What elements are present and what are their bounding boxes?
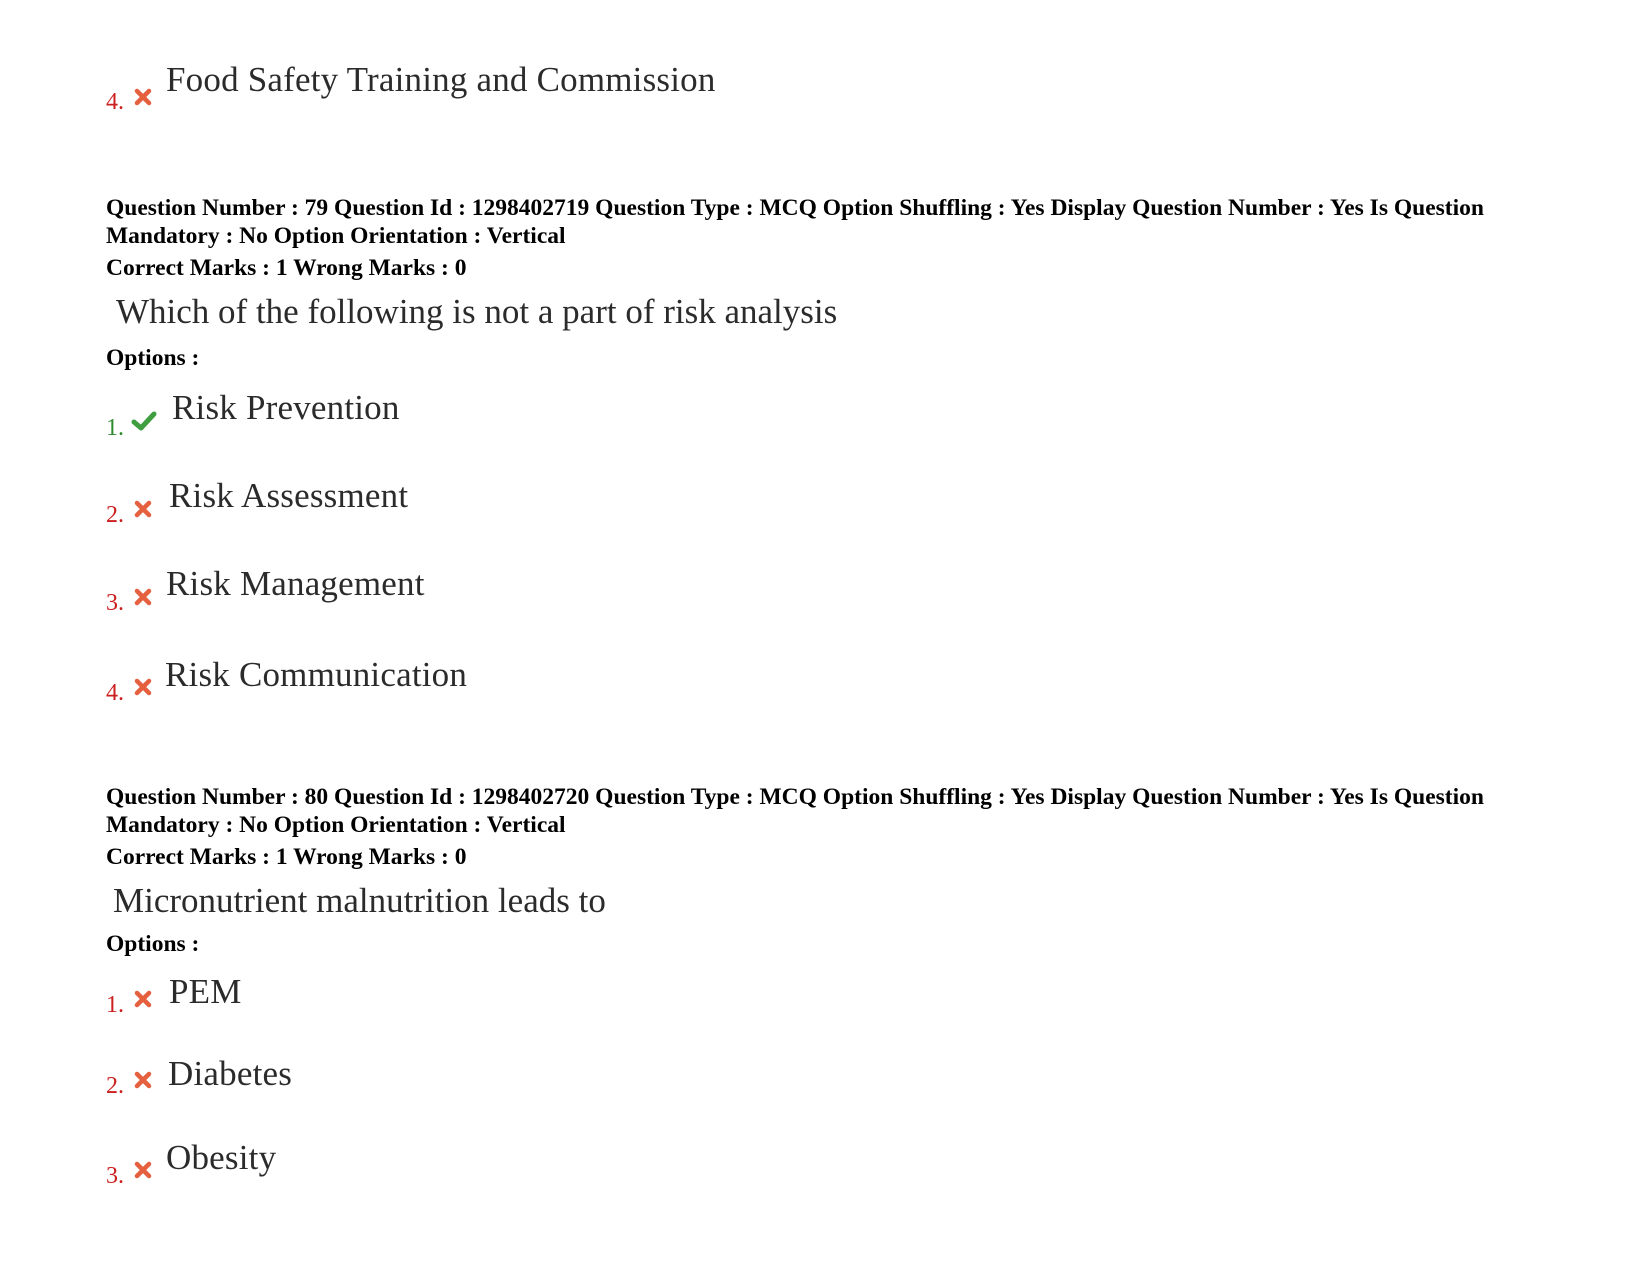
options-label: Options : — [106, 931, 200, 957]
question-marks: Correct Marks : 1 Wrong Marks : 0 — [106, 255, 467, 281]
question-text: Micronutrient malnutrition leads to — [113, 881, 606, 920]
question-text: Which of the following is not a part of risk analysis — [116, 292, 838, 331]
cross-icon — [133, 677, 153, 697]
option-text: Risk Management — [166, 564, 425, 603]
check-icon — [131, 410, 157, 432]
option-text: Risk Prevention — [172, 388, 400, 427]
cross-icon — [133, 1160, 153, 1180]
question-marks: Correct Marks : 1 Wrong Marks : 0 — [106, 844, 467, 870]
option-number: 3. — [106, 1163, 124, 1189]
option-number: 2. — [106, 1073, 124, 1099]
cross-icon — [133, 1070, 153, 1090]
option-text: Risk Assessment — [169, 476, 409, 515]
option-text: Diabetes — [168, 1054, 293, 1093]
option-number: 1. — [106, 415, 124, 441]
option-number: 2. — [106, 502, 124, 528]
question-header: Question Number : 80 Question Id : 1298402720 Question Type : MCQ Option Shuffling : Yes Display Question Number : Yes Is Question Mandatory : No Option Orientation : Vertical — [106, 784, 1484, 838]
option-text: Risk Communication — [165, 655, 468, 694]
cross-icon — [133, 499, 153, 519]
option-text: Food Safety Training and Commission — [166, 60, 716, 99]
option-text: Obesity — [166, 1138, 277, 1177]
option-number: 4. — [106, 89, 124, 115]
question-header: Question Number : 79 Question Id : 1298402719 Question Type : MCQ Option Shuffling : Yes Display Question Number : Yes Is Question Mandatory : No Option Orientation : Vertical — [106, 195, 1484, 249]
option-text: PEM — [169, 972, 242, 1011]
option-number: 4. — [106, 680, 124, 706]
options-label: Options : — [106, 345, 200, 371]
cross-icon — [133, 989, 153, 1009]
cross-icon — [133, 587, 153, 607]
cross-icon — [133, 87, 153, 107]
option-number: 1. — [106, 992, 124, 1018]
option-number: 3. — [106, 590, 124, 616]
